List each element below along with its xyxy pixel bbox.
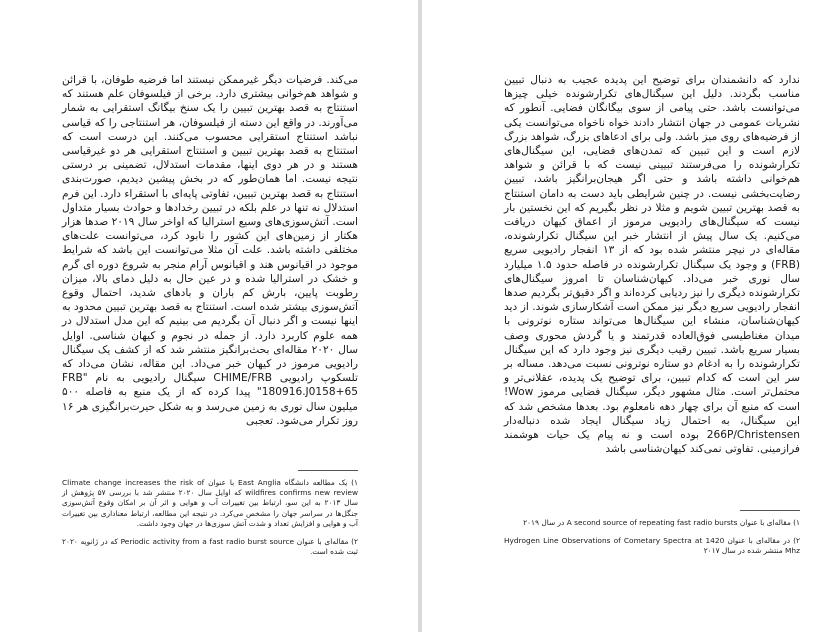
left-footnote-2: ۲) مقاله‌ای با عنوان Periodic activity from a fast radio burst source که در ژانویه ۲۰۲۰ ثبت شده است. [62, 537, 358, 557]
left-body-paragraph: می‌کند. فرضیات دیگر غیرممکن نیستند اما فرضیه طوفان، با قرائن و شواهد هم‌خوانی بیشتری دارد. برخی از فیلسوفان علم هستند که استنتاج به قصد بهترین تبیین را یک سنخ بیگانگ استقرایی به شمار می‌آورند. در واقع این دسته از فیلسوفان، هر استنتاجی را که قیاسی نباشد استنتاج استقرایی محسوب می‌کنند. این درست است که استنتاج به قصد بهترین تبیین و استنتاج استقرایی هر دو غیرقیاسی هستند و در هر دوی اینها، مقدمات استدلال، تضمینی بر درستی نتیجه نیست. اما همان‌طور که در بخش پیشین دیدیم، صورت‌بندی استنتاج به قصد بهترین تبیین، تفاوتی پایه‌ای با استقراء دارد. این فرم استدلال نه تنها در علم بلکه در تبیین رخدادها و حوادث بسیار متداول است. آتش‌سوزی‌های وسیع استرالیا که اواخر سال ۲۰۱۹ صدها هزار هکتار از زمین‌های این کشور را نابود کرد، می‌توانست علت‌های مختلفی داشته باشد. علت آن مثلا می‌توانست این باشد که شرایط موجود در اقیانوس هند و اقیانوس آرام منجر به شروع دوره ای گرم و خشک در استرالیا شده و در عین حال به دلیل دمای بالا، میزان رطوبت پایین، بارش کم باران و بادهای شدید، احتمال وقوع آتش‌سوزی بیشتر شده است. استنتاج به قصد بهترین تبیین محدود به اینها نیست و اگر دنبال آن بگردیم می بینیم که این مدل استدلال در همه علوم کاربرد دارد. از جمله در نجوم و کیهان شناسی. اوایل سال ۲۰۲۰ مقاله‌ای بحث‌برانگیز منتشر شد که از کشف یک سیگنال رادیویی مرموز در کیهان خبر می‌داد. این مقاله، نشان می‌داد که تلسکوپ رادیویی CHIME/FRB سیگنال رادیویی به نام "FRB 180916.J0158+65" پیدا کرده که از یک منبع به فاصله ۵۰۰ میلیون سال نوری به زمین می‌رسد و به شکل حیرت‌برانگیزی هر ۱۶ روز تکرار می‌شود. تعجبی [61, 74, 359, 427]
right-footnote-rule [740, 510, 800, 511]
left-footnote-rule [298, 470, 358, 471]
left-footnotes [62, 478, 358, 565]
right-footnote-1: ۱) مقاله‌ای با عنوان A second source of repeating fast radio bursts در سال ۲۰۱۹ [523, 518, 800, 527]
left-footnote-1: ۱) یک مطالعه دانشگاه East Anglia با عنوان Climate change increases the risk of wildfires confirms new review که اوایل سال ۲۰۲۰ منتشر شد با بررسی ۵۷ پژوهش از سال ۲۰۱۳ به این سو، ارتباط بین تغییرات آب و هوایی و اثر آن بر امکان وقوع آتش‌سوزی جنگل‌ها در سراسر جهان را مشخص می‌کرد. در نتیجه این مطالعه، ارتباط معناداری بین تغییرات آب و هوایی و افزایش تعداد و شدت آتش سوزی‌ها در جهان وجود داشت. [62, 478, 358, 528]
right-footnote-2: ۲) در مقاله‌ای با عنوان Hydrogen Line Observations of Cometary Spectra at 1420 Mhz منتشر شده در سال ۲۰۱۷ [504, 536, 800, 556]
right-footnotes [504, 518, 800, 565]
left-page [0, 0, 418, 632]
right-page [422, 0, 840, 632]
right-page-body [504, 73, 800, 456]
right-body-paragraph: ندارد که دانشمندان برای توضیح این پدیده عجیب به دنبال تبیین مناسب بگردند. دلیل این سیگنال‌های تکرارشونده خیلی چیزها می‌توانست باشد. حتی پیامی از سوی بیگانگان فضایی. آنطور که نشریات عمومی در جهان انتشار دادند خواه ناخواه می‌توانست یکی از فرضیه‌های روی میز باشد. ولی برای ادعاهای بزرگ، شواهد بزرگ لازم است و این تبیین که تمدن‌های فضایی، این سیگنال‌های تکرارشونده را می‌فرستند تبیینی نیست که با قرائن و شواهد هم‌خوانی داشته باشد و حتی اگر هیجان‌برانگیز باشد، تبیین رضایت‌بخشی نیست. در چنین شرایطی باید دست به دامان استنتاج به قصد بهترین تبیین شویم و مثلا در نظر بگیریم که این نخستین بار نیست که سیگنال‌های رادیویی مرموز از اعماق کیهان دریافت می‌کنیم. یک سال پیش از انتشار خبر این سیگنال تکرارشونده، مقاله‌ای در نیچر منتشر شده بود که از ۱۳ انفجار رادیویی سریع (FRB) و وجود یک سیگنال تکرارشونده در فاصله حدود ۱.۵ میلیارد سال نوری خبر می‌داد. کیهان‌شناسان تا امروز سیگنال‌های تکرارشونده دیگری را نیز ردیابی کرده‌اند و اگر دقیق‌تر بگردیم صدها انفجار رادیویی سریع دیگر نیز ممکن است آشکارسازی شوند. از دید کیهان‌شناسان، منشاء این سیگنال‌ها می‌تواند ستاره نوترونی با میدان مغناطیسی فوق‌العاده قدرتمند و یا گردش محوری وصف بسیار سریع باشد. تبیین رقیب دیگری نیز وجود دارد که این سیگنال تکرارشونده را به ادغام دو ستاره نوترونی نسبت می‌دهد. مساله بر سر این است که کدام تبیین، برای توضیح یک پدیده، عقلانی‌تر و محتمل‌تر است. مثال مشهور دیگر، سیگنال فضایی مرموز Wow! است که منبع آن برای چهار دهه نامعلوم بود. بعدها مشخص شد که این سیگنال، به احتمال زیاد سیگنال ایجاد شده دنباله‌دار 266P/Christensen بوده است و نه پیام یک حیات هوشمند فرازمینی. تفاوتی نمی‌کند کیهان‌شناسی باشد [504, 74, 801, 456]
left-page-body [62, 73, 358, 428]
